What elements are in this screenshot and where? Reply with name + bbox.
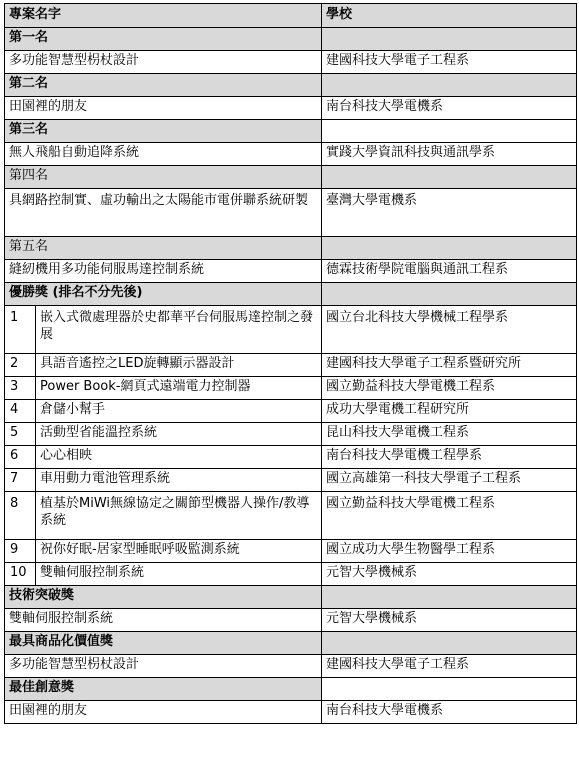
project-name: 倉儲小幫手 (36, 400, 322, 423)
project-name: 活動型省能溫控系統 (36, 423, 322, 446)
award-row (5, 51, 577, 74)
section-row (5, 28, 577, 51)
merit-row (5, 446, 577, 469)
school-name: 元智大學機械系 (322, 563, 577, 586)
section-filler (322, 586, 577, 609)
section-row (5, 166, 577, 189)
award-row (5, 609, 577, 632)
school-name: 建國科技大學電子工程系暨研究所 (322, 354, 577, 377)
merit-row (5, 469, 577, 492)
section-filler (322, 283, 577, 306)
award-row (5, 189, 577, 237)
rank-number: 1 (5, 306, 36, 354)
award-row (5, 97, 577, 120)
award-row (5, 701, 577, 724)
merit-row (5, 400, 577, 423)
merit-row (5, 354, 577, 377)
section-filler (322, 166, 577, 189)
section-filler (322, 237, 577, 260)
rank-number: 2 (5, 354, 36, 377)
section-title: 第一名 (5, 28, 322, 51)
project-name: 雙軸伺服控制系統 (36, 563, 322, 586)
project-name: 雙軸伺服控制系統 (5, 609, 322, 632)
section-row (5, 586, 577, 609)
school-name: 建國科技大學電子工程系 (322, 655, 577, 678)
school-name: 南台科技大學電機系 (322, 97, 577, 120)
merit-row (5, 377, 577, 400)
section-row (5, 283, 577, 306)
school-name: 實踐大學資訊科技與通訊學系 (322, 143, 577, 166)
project-name: 田園裡的朋友 (5, 97, 322, 120)
section-title: 優勝獎 (排名不分先後) (5, 283, 322, 306)
section-title: 技術突破獎 (5, 586, 322, 609)
school-name: 國立成功大學生物醫學工程系 (322, 540, 577, 563)
project-name: 嵌入式微處理器於史都華平台伺服馬達控制之發展 (36, 306, 322, 354)
school-name: 昆山科技大學電機工程系 (322, 423, 577, 446)
project-name: 縫紉機用多功能伺服馬達控制系統 (5, 260, 322, 283)
merit-row (5, 563, 577, 586)
project-name: Power Book-網頁式遠端電力控制器 (36, 377, 322, 400)
section-title: 第二名 (5, 74, 322, 97)
section-title: 最佳創意獎 (5, 678, 322, 701)
project-name: 祝你好眠-居家型睡眠呼吸監測系統 (36, 540, 322, 563)
awards-table (4, 3, 577, 724)
section-row (5, 678, 577, 701)
project-name: 田園裡的朋友 (5, 701, 322, 724)
header-row (5, 4, 577, 28)
section-title: 第五名 (5, 237, 322, 260)
school-name: 南台科技大學電機工程學系 (322, 446, 577, 469)
section-title: 最具商品化價值獎 (5, 632, 322, 655)
rank-number: 5 (5, 423, 36, 446)
rank-number: 9 (5, 540, 36, 563)
school-name: 國立台北科技大學機械工程學系 (322, 306, 577, 354)
header-project: 專案名字 (5, 4, 322, 28)
header-school: 學校 (322, 4, 577, 28)
project-name: 心心相映 (36, 446, 322, 469)
section-title: 第三名 (5, 120, 322, 143)
school-name: 元智大學機械系 (322, 609, 577, 632)
award-row (5, 260, 577, 283)
award-row (5, 143, 577, 166)
project-name: 多功能智慧型枴杖設計 (5, 51, 322, 74)
rank-number: 10 (5, 563, 36, 586)
section-filler (322, 28, 577, 51)
school-name: 國立高雄第一科技大學電子工程系 (322, 469, 577, 492)
project-name: 植基於MiWi無線協定之關節型機器人操作/教導系統 (36, 492, 322, 540)
project-name: 具語音遙控之LED旋轉顯示器設計 (36, 354, 322, 377)
school-name: 南台科技大學電機系 (322, 701, 577, 724)
school-name: 臺灣大學電機系 (322, 189, 577, 237)
section-title: 第四名 (5, 166, 322, 189)
school-name: 國立勤益科技大學電機工程系 (322, 377, 577, 400)
project-name: 車用動力電池管理系統 (36, 469, 322, 492)
school-name: 成功大學電機工程研究所 (322, 400, 577, 423)
section-filler (322, 74, 577, 97)
section-row (5, 237, 577, 260)
rank-number: 7 (5, 469, 36, 492)
rank-number: 3 (5, 377, 36, 400)
merit-row (5, 306, 577, 354)
school-name: 建國科技大學電子工程系 (322, 51, 577, 74)
project-name: 無人飛船自動追降系統 (5, 143, 322, 166)
merit-row (5, 423, 577, 446)
section-filler (322, 678, 577, 701)
project-name: 多功能智慧型枴杖設計 (5, 655, 322, 678)
section-filler (322, 632, 577, 655)
section-row (5, 632, 577, 655)
section-row (5, 120, 577, 143)
award-row (5, 655, 577, 678)
merit-row (5, 492, 577, 540)
section-row (5, 74, 577, 97)
merit-row (5, 540, 577, 563)
project-name: 具網路控制實、虛功輸出之太陽能市電併聯系統研製 (5, 189, 322, 237)
rank-number: 8 (5, 492, 36, 540)
rank-number: 4 (5, 400, 36, 423)
rank-number: 6 (5, 446, 36, 469)
school-name: 國立勤益科技大學電機工程系 (322, 492, 577, 540)
school-name: 德霖技術學院電腦與通訊工程系 (322, 260, 577, 283)
section-filler (322, 120, 577, 143)
